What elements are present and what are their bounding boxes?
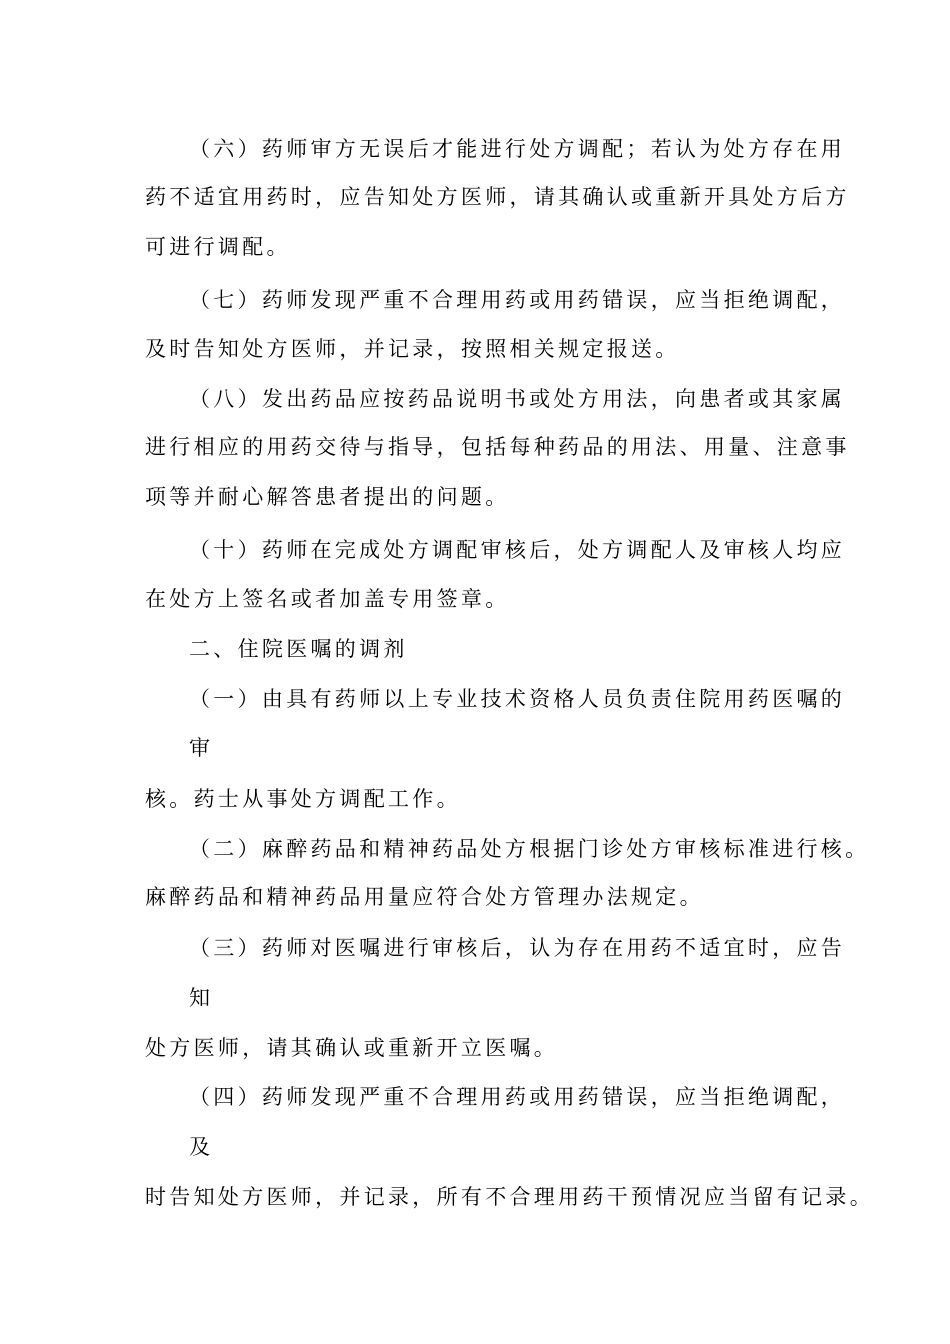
inpatient-item-4-line-3: 时告知处方医师，并记录，所有不合理用药干预情况应当留有记录。 — [145, 1185, 874, 1209]
paragraph-8-line-2: 进行相应的用药交待与指导，包括每种药品的用法、用量、注意事 — [145, 435, 850, 459]
inpatient-item-1-line-2: 审 — [189, 736, 214, 760]
inpatient-item-3-line-3: 处方医师，请其确认或重新开立医嘱。 — [145, 1036, 559, 1060]
paragraph-10-line-2: 在处方上签名或者加盖专用签章。 — [145, 587, 510, 611]
inpatient-item-4-line-2: 及 — [189, 1135, 214, 1159]
inpatient-item-4-line-1: （四）药师发现严重不合理用药或用药错误，应当拒绝调配， — [189, 1085, 846, 1109]
inpatient-item-1-line-3: 核。药士从事处方调配工作。 — [145, 787, 461, 811]
paragraph-7-line-1: （七）药师发现严重不合理用药或用药错误，应当拒绝调配， — [189, 288, 846, 312]
inpatient-item-3-line-2: 知 — [189, 986, 214, 1010]
inpatient-item-1-line-1: （一）由具有药师以上专业技术资格人员负责住院用药医嘱的 — [189, 687, 846, 711]
section-heading: 二、住院医嘱的调剂 — [189, 637, 408, 661]
inpatient-item-2-line-1: （二）麻醉药品和精神药品处方根据门诊处方审核标准进行核。 — [189, 837, 870, 861]
paragraph-6-line-3: 可进行调配。 — [145, 235, 291, 259]
paragraph-7-line-2: 及时告知处方医师，并记录，按照相关规定报送。 — [145, 337, 680, 361]
paragraph-10-line-1: （十）药师在完成处方调配审核后，处方调配人及审核人均应 — [189, 538, 846, 562]
inpatient-item-2-line-2: 麻醉药品和精神药品用量应符合处方管理办法规定。 — [145, 885, 704, 909]
inpatient-item-3-line-1: （三）药师对医嘱进行审核后，认为存在用药不适宜时，应告 — [189, 936, 846, 960]
paragraph-8-line-3: 项等并耐心解答患者提出的问题。 — [145, 485, 510, 509]
paragraph-8-line-1: （八）发出药品应按药品说明书或处方用法，向患者或其家属 — [189, 387, 846, 411]
paragraph-6-line-1: （六）药师审方无误后才能进行处方调配；若认为处方存在用 — [189, 137, 846, 161]
paragraph-6-line-2: 药不适宜用药时，应告知处方医师，请其确认或重新开具处方后方 — [145, 185, 850, 209]
